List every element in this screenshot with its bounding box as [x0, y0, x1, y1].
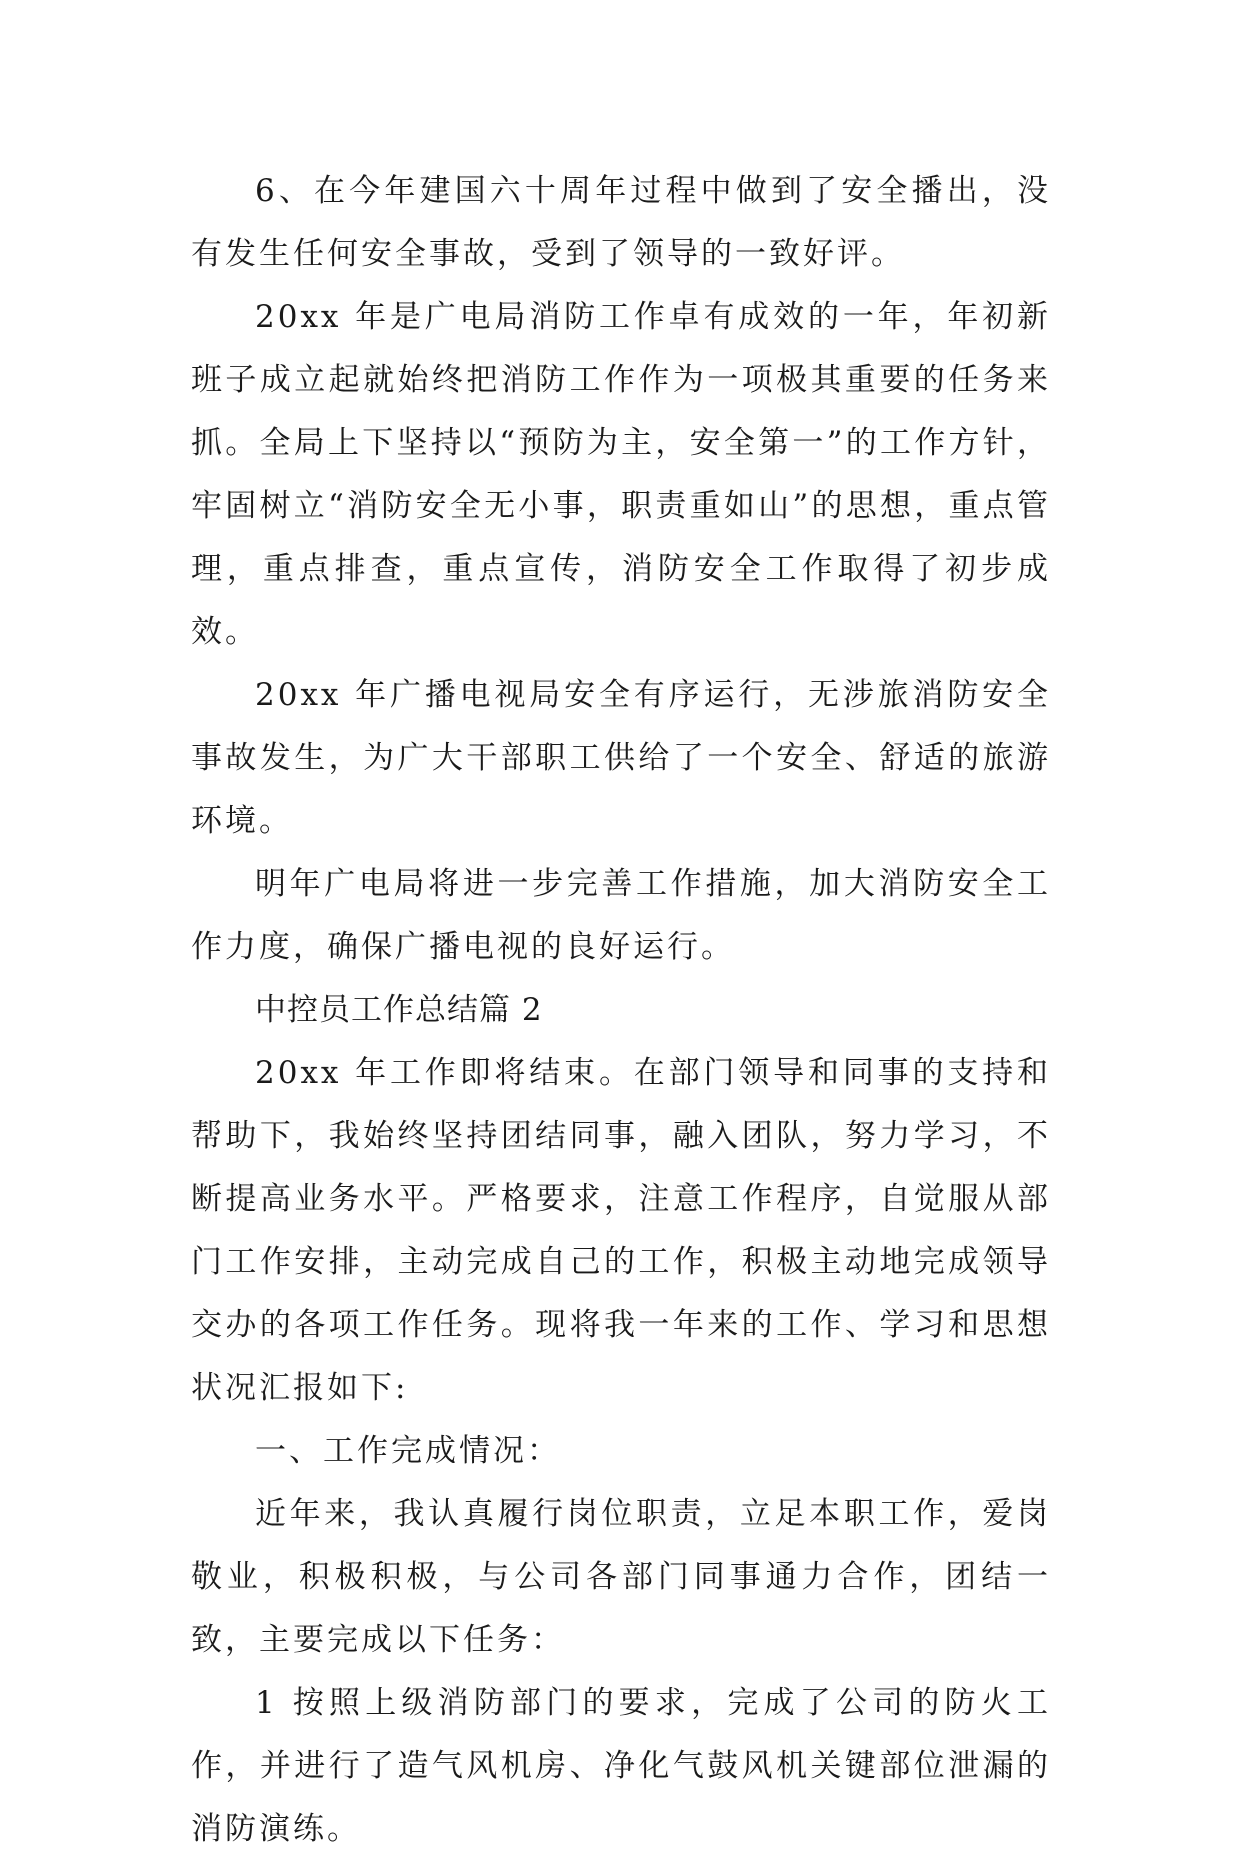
paragraph-work-summary-intro: 20xx 年工作即将结束。在部门领导和同事的支持和帮助下，我始终坚持团结同事，融入团队，努力学习，不断提高业务水平。严格要求，注意工作程序，自觉服从部门工作安排，主动完成自己的工作，积极主动地完成领导交办的各项工作任务。现将我一年来的工作、学习和思想状况汇报如下:: [191, 1055, 1051, 1406]
paragraph-safe-broadcast: 6、在今年建国六十周年过程中做到了安全播出，没有发生任何安全事故，受到了领导的一致好评。: [191, 173, 1051, 272]
paragraph-fire-drill: 1 按照上级消防部门的要求，完成了公司的防火工作，并进行了造气风机房、净化气鼓风机关键部位泄漏的消防演练。: [191, 1685, 1051, 1847]
subheading-work-completion: 一、工作完成情况：: [255, 1433, 561, 1469]
paragraph-safe-operation: 20xx 年广播电视局安全有序运行，无涉旅消防安全事故发生，为广大干部职工供给了一个安全、舒适的旅游环境。: [191, 677, 1051, 839]
document-body: [191, 160, 1051, 1861]
paragraph-next-year-plan: 明年广电局将进一步完善工作措施，加大消防安全工作力度，确保广播电视的良好运行。: [191, 866, 1051, 965]
paragraph-fire-work-review: 20xx 年是广电局消防工作卓有成效的一年，年初新班子成立起就始终把消防工作作为一项极其重要的任务来抓。全局上下坚持以“预防为主，安全第一”的工作方针，牢固树立“消防安全无小事，职责重如山”的思想，重点管理，重点排查，重点宣传，消防安全工作取得了初步成效。: [191, 299, 1051, 650]
paragraph-job-duties: 近年来，我认真履行岗位职责，立足本职工作，爱岗敬业，积极积极，与公司各部门同事通力合作，团结一致，主要完成以下任务：: [191, 1496, 1051, 1658]
section-heading: 中控员工作总结篇 2: [255, 992, 543, 1028]
